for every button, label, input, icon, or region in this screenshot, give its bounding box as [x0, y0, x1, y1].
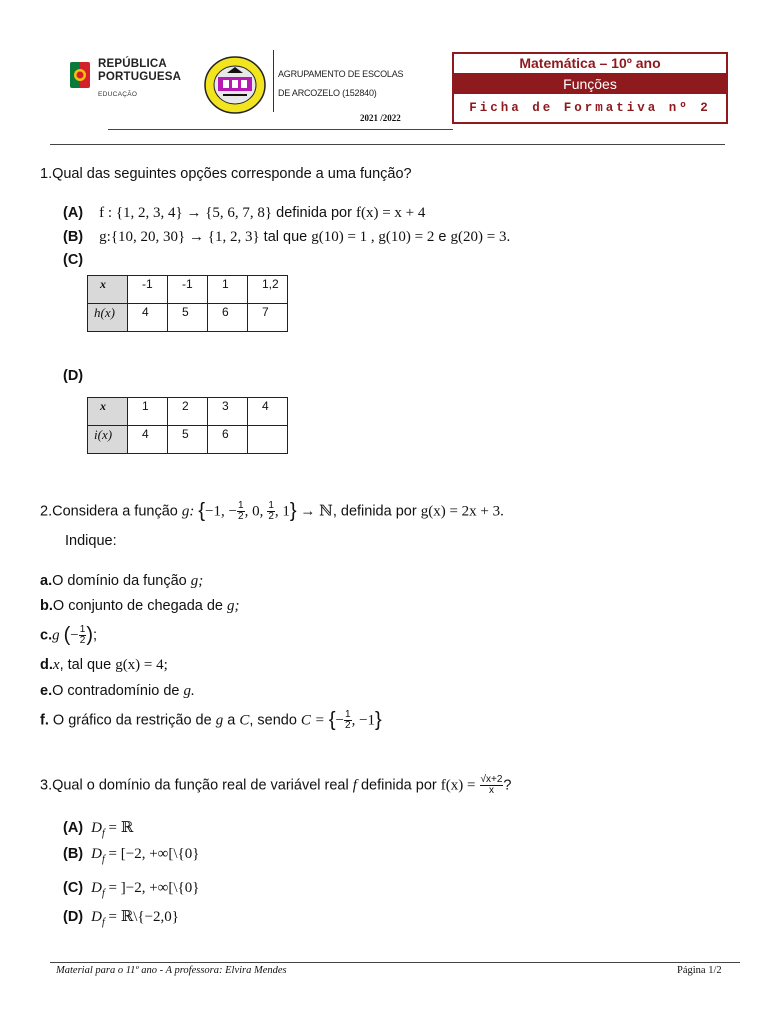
domain-symbol: D [91, 846, 103, 862]
footer-rule [50, 962, 740, 963]
fraction-den: 2 [238, 511, 244, 522]
table-cell: 2 [168, 398, 208, 426]
page-number: Página 1/2 [677, 965, 722, 976]
q3-text: 3.Qual o domínio da função real de variável real [40, 777, 353, 794]
table-c [87, 275, 288, 332]
item-math2: C [239, 712, 250, 729]
table-head-cell: x [88, 398, 128, 426]
table-cell: 7 [248, 304, 288, 332]
q2-text-start: 2.Considera a função [40, 503, 182, 520]
domain-subscript: f [102, 887, 105, 899]
set-close-brace: } [289, 500, 297, 522]
q1-option-b [63, 229, 510, 246]
q3-option-d [63, 907, 179, 928]
school-name-line1: AGRUPAMENTO DE ESCOLAS [278, 69, 404, 79]
item-label: b. [40, 598, 53, 614]
item-math3: C = [300, 712, 325, 729]
item-text3: , sendo [249, 712, 301, 729]
item-math: g [52, 627, 60, 644]
table-cell: 5 [168, 426, 208, 454]
q2-item-c [40, 624, 97, 647]
fraction-den: 2 [345, 720, 351, 731]
option-b-formula: g(10) = 1 , g(10) = 2 [311, 229, 435, 245]
option-math: = ℝ\{−2,0} [104, 909, 179, 925]
header-rule-short [108, 129, 453, 130]
portugal-flag-icon [68, 60, 92, 90]
portuguesa-text: PORTUGUESA [98, 71, 182, 83]
item-text: O conjunto de chegada de [52, 598, 228, 614]
option-math: = ℝ [104, 820, 134, 836]
q3-func: f [352, 777, 357, 794]
q3-option-b [63, 846, 199, 865]
q2-text-mid: , definida por [332, 503, 421, 520]
domain-symbol: D [91, 880, 103, 896]
q2-formula: g(x) = 2x + 3. [420, 503, 504, 520]
q1-statement: 1.Qual das seguintes opções corresponde a uma função? [40, 166, 412, 182]
option-label: (D) [63, 368, 84, 384]
q3-option-a [63, 818, 133, 839]
option-b-math: g:{10, 20, 30} → {1, 2, 3} [99, 229, 260, 245]
table-row [88, 426, 288, 454]
minus-sign: − [70, 627, 79, 644]
item-label: e. [40, 683, 53, 699]
fraction-den: 2 [268, 511, 274, 522]
option-label: (C) [63, 880, 84, 896]
option-b-text: tal que [259, 229, 312, 245]
fraction-num: 1 [345, 709, 351, 720]
q3-option-c [63, 880, 199, 899]
set-close-brace: } [375, 709, 382, 731]
table-row [88, 276, 288, 304]
q2-item-a [40, 573, 203, 590]
table-cell: 3 [208, 398, 248, 426]
item-text: O domínio da função [52, 573, 191, 589]
item-text: O contradomínio de [52, 683, 184, 699]
item-label: c. [40, 627, 53, 644]
item-label: a. [40, 573, 53, 589]
table-row [88, 398, 288, 426]
q2-domain-part2: , 0, [244, 503, 264, 520]
option-label: (B) [63, 846, 84, 862]
q3-formula-pre: f(x) = [440, 777, 476, 794]
paren-open: ( [63, 624, 71, 646]
table-cell: 5 [168, 304, 208, 332]
q2-domain-part3: , 1 [274, 503, 290, 520]
minus-sign: − [335, 712, 344, 729]
republica-portuguesa-logo [68, 58, 198, 106]
table-cell: 4 [128, 304, 168, 332]
item-math: g; [190, 573, 204, 589]
option-label: (A) [63, 205, 84, 221]
table-cell: 1 [208, 276, 248, 304]
option-label: (D) [63, 909, 84, 925]
q1-option-a [63, 205, 425, 222]
fraction-num: 1 [79, 624, 86, 635]
option-label: (A) [63, 820, 84, 836]
set-open-brace: { [198, 500, 206, 522]
item-math: x [52, 657, 60, 673]
q2-item-f [40, 709, 382, 732]
fraction [480, 775, 504, 796]
domain-symbol: D [91, 820, 103, 836]
option-b-text2: e [434, 229, 451, 245]
table-cell [248, 426, 288, 454]
domain-subscript: f [102, 827, 105, 839]
subject-title: Matemática – 10º ano [454, 54, 726, 74]
q3-statement [40, 775, 511, 796]
republica-text: REPÚBLICA [98, 58, 167, 70]
school-year: 2021 /2022 [360, 113, 401, 123]
school-name-line2: DE ARCOZELO (152840) [278, 88, 377, 98]
school-emblem-icon [203, 55, 267, 115]
domain-subscript: f [102, 916, 105, 928]
table-cell: 4 [128, 426, 168, 454]
sheet-title: Ficha de Formativa nº 2 [469, 101, 711, 115]
option-math: = ]−2, +∞[\{0} [104, 880, 200, 896]
table-d [87, 397, 288, 454]
q2-codomain: → ℕ [296, 503, 333, 520]
fraction-den: x [488, 785, 494, 796]
q2-indique: Indique: [65, 533, 117, 549]
header-rule [50, 144, 725, 145]
item-math: g [215, 712, 224, 729]
table-cell: -1 [128, 276, 168, 304]
table-head-cell: i(x) [88, 426, 128, 454]
item-label: f. [40, 712, 49, 729]
domain-subscript: f [102, 853, 105, 865]
topic-title: Funções [454, 74, 726, 94]
item-text: , tal que [59, 657, 116, 673]
q2-func-name: g: [181, 503, 195, 520]
option-a-text: definida por [272, 205, 356, 221]
item-semicolon: ; [93, 627, 98, 644]
item-math2: g(x) = 4; [115, 657, 168, 673]
table-cell: 4 [248, 398, 288, 426]
title-box [452, 52, 728, 124]
set-inner: , −1 [351, 712, 376, 729]
fraction [344, 710, 352, 731]
table-cell: 1,2 [248, 276, 288, 304]
option-a-formula: f(x) = x + 4 [355, 205, 426, 221]
item-text2: a [223, 712, 240, 729]
header-divider [273, 50, 274, 112]
fraction [267, 501, 275, 522]
table-cell: -1 [168, 276, 208, 304]
q2-domain-part1: −1, − [205, 503, 238, 520]
table-row [88, 304, 288, 332]
q3-text-mid: definida por [356, 777, 441, 794]
table-head-cell: h(x) [88, 304, 128, 332]
q2-statement [40, 500, 504, 523]
fraction-num: 1 [268, 500, 274, 511]
paren-close: ) [86, 624, 93, 646]
domain-symbol: D [91, 909, 103, 925]
set-open-brace: { [328, 709, 336, 731]
option-a-math: f : {1, 2, 3, 4} → {5, 6, 7, 8} [99, 205, 273, 221]
table-cell: 6 [208, 304, 248, 332]
table-cell: 6 [208, 426, 248, 454]
q2-item-d [40, 657, 168, 674]
fraction [237, 501, 245, 522]
option-label: (C) [63, 252, 84, 268]
q3-text-end: ? [503, 777, 512, 794]
footer-author: Material para o 11º ano - A professora: Elvira Mendes [56, 965, 287, 976]
fraction-num: 1 [238, 500, 244, 511]
table-cell: 1 [128, 398, 168, 426]
educacao-text: EDUCAÇÃO [98, 91, 138, 98]
item-math: g; [227, 598, 240, 614]
fraction-den: 2 [79, 635, 86, 646]
item-text: O gráfico da restrição de [48, 712, 216, 729]
option-b-formula2: g(20) = 3. [450, 229, 511, 245]
item-label: d. [40, 657, 53, 673]
table-head-cell: x [88, 276, 128, 304]
item-math: g. [183, 683, 195, 699]
q2-item-b [40, 598, 240, 615]
fraction-num: √x+2 [480, 774, 503, 785]
q2-item-e [40, 683, 195, 700]
option-math: = [−2, +∞[\{0} [104, 846, 200, 862]
option-label: (B) [63, 229, 84, 245]
